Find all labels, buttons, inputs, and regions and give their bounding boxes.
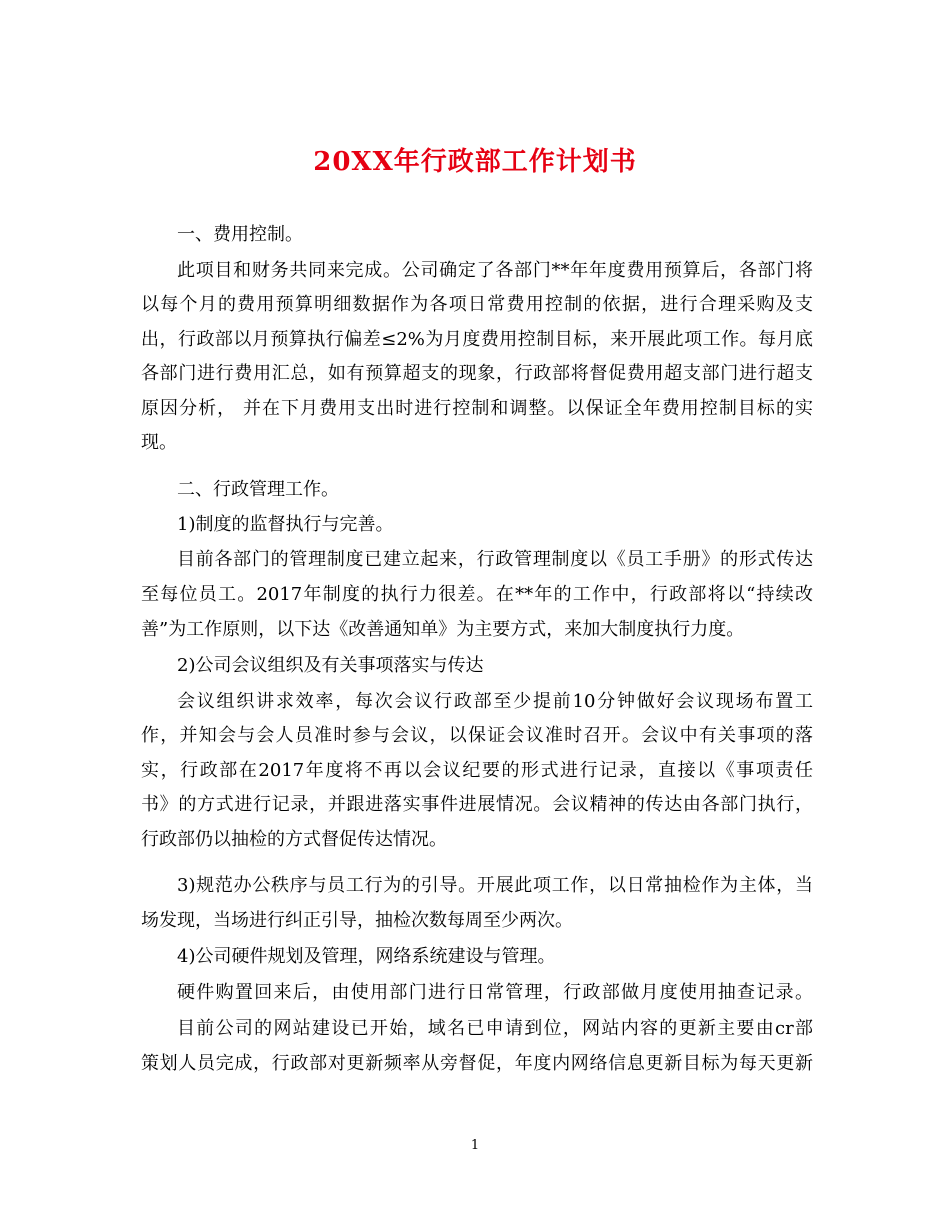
paragraph-line: 至每位员工。2017年制度的执行力很差。在**年的工作中，行政部将以“持续改 xyxy=(141,584,813,605)
paragraph-line: 目前公司的网站建设已开始，域名已申请到位，网站内容的更新主要由cr部 xyxy=(177,1018,813,1039)
paragraph-line: 原因分析， 并在下月费用支出时进行控制和调整。以保证全年费用控制目标的实 xyxy=(141,398,813,419)
subsection-heading: 4)公司硬件规划及管理，网络系统建设与管理。 xyxy=(177,946,556,967)
paragraph-line: 会议组织讲求效率，每次会议行政部至少提前10分钟做好会议现场布置工 xyxy=(177,691,813,712)
paragraph-line: 作，并知会与会人员准时参与会议，以保证会议准时召开。会议中有关事项的落 xyxy=(141,725,813,746)
paragraph-line: 目前各部门的管理制度已建立起来，行政管理制度以《员工手册》的形式传达 xyxy=(177,549,813,570)
paragraph-line: 此项目和财务共同来完成。公司确定了各部门**年年度费用预算后，各部门将 xyxy=(177,260,813,281)
subsection-heading: 2)公司会议组织及有关事项落实与传达 xyxy=(177,655,484,676)
paragraph-line: 现。 xyxy=(141,432,177,453)
subsection-line: 3)规范办公秩序与员工行为的引导。开展此项工作，以日常抽检作为主体，当 xyxy=(177,875,813,896)
subsection-heading: 1)制度的监督执行与完善。 xyxy=(177,514,394,535)
paragraph-line: 场发现，当场进行纠正引导，抽检次数每周至少两次。 xyxy=(141,910,573,931)
paragraph-line: 行政部仍以抽检的方式督促传达情况。 xyxy=(141,829,447,850)
paragraph-line: 各部门进行费用汇总，如有预算超支的现象，行政部将督促费用超支部门进行超支 xyxy=(141,363,813,384)
paragraph-line: 以每个月的费用预算明细数据作为各项日常费用控制的依据，进行合理采购及支 xyxy=(141,294,813,315)
paragraph-line: 书》的方式进行记录，并跟进落实事件进展情况。会议精神的传达由各部门执行， xyxy=(141,794,813,815)
paragraph-line: 策划人员完成，行政部对更新频率从旁督促，年度内网络信息更新目标为每天更新 xyxy=(141,1053,813,1074)
page-number: 1 xyxy=(470,1138,480,1153)
paragraph-line: 出，行政部以月预算执行偏差≤2%为月度费用控制目标，来开展此项工作。每月底 xyxy=(141,329,813,350)
section-heading: 二、行政管理工作。 xyxy=(177,479,339,500)
document-title: 20XX年行政部工作计划书 xyxy=(313,147,637,177)
paragraph-line: 硬件购置回来后，由使用部门进行日常管理，行政部做月度使用抽查记录。 xyxy=(177,982,813,1003)
paragraph-line: 实，行政部在2017年度将不再以会议纪要的形式进行记录，直接以《事项责任 xyxy=(141,760,813,781)
paragraph-line: 善”为工作原则，以下达《改善通知单》为主要方式，来加大制度执行力度。 xyxy=(141,619,745,640)
section-heading: 一、费用控制。 xyxy=(177,224,303,245)
